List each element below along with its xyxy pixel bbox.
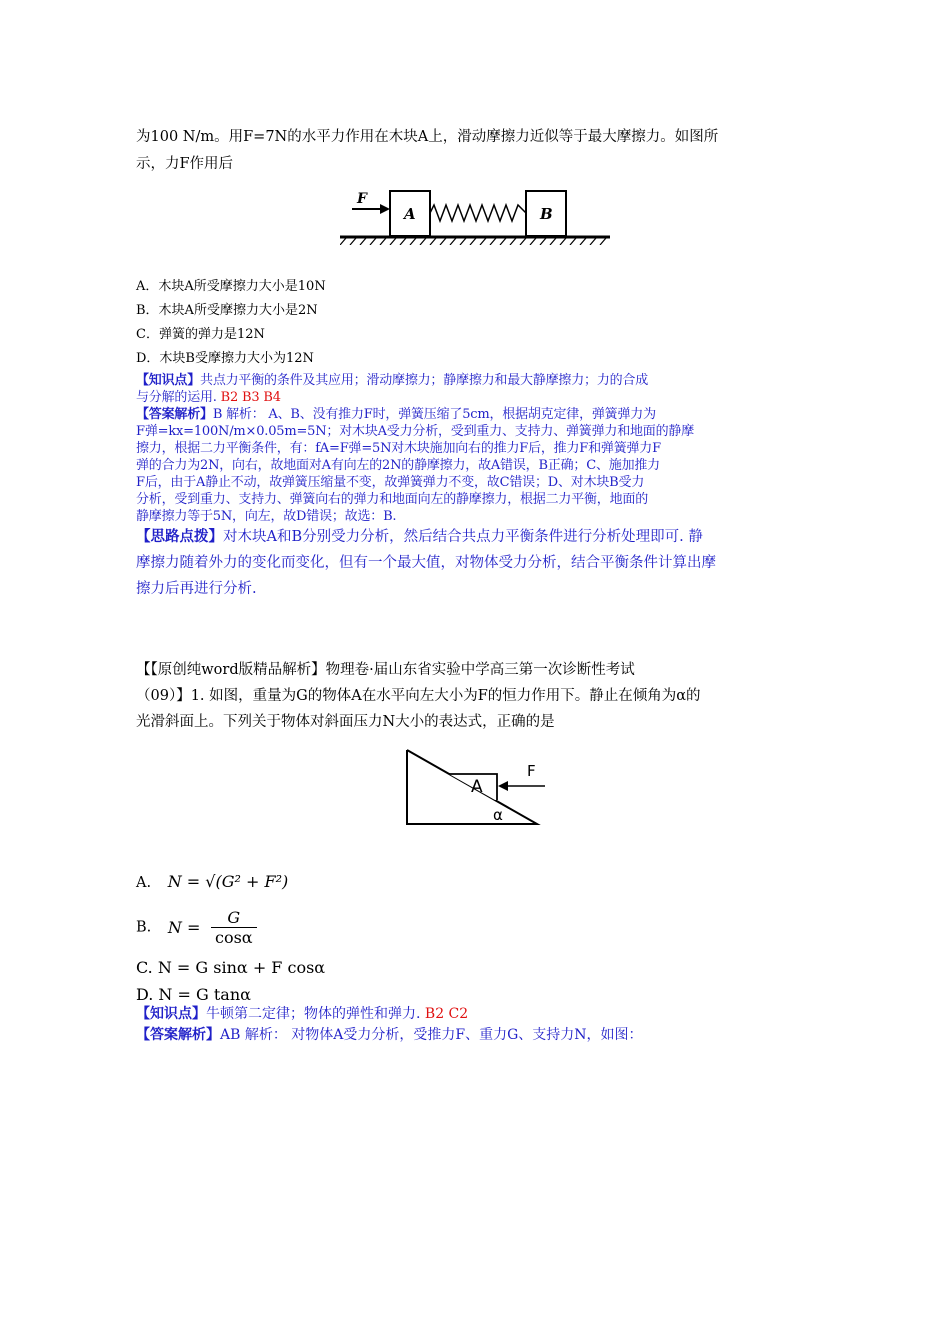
q1-knowledge-line-1	[136, 373, 648, 390]
blocks-spring-figure	[340, 185, 610, 245]
q1-answer-line-7: 静摩擦力等于5N，向左，故D错误；故选：B.	[136, 509, 397, 524]
q1-option-b: B．木块A所受摩擦力大小是2N	[136, 303, 318, 318]
q2-option-b-denominator: cosα	[214, 928, 253, 947]
q1-knowledge-codes: B2 B3 B4	[220, 390, 281, 405]
q2-knowledge-text: 牛顿第二定律；物体的弹性和弹力.	[206, 1006, 421, 1022]
q2-knowledge-tag: 【知识点】	[136, 1006, 206, 1022]
q1-intro-line-1: 为100 N/m。用F=7N的水平力作用在木块A上，滑动摩擦力近似等于最大摩擦力。如图所	[136, 129, 719, 145]
incline-angle-label: α	[493, 806, 503, 824]
q2-option-d: D. N = G tanα	[136, 985, 251, 1004]
incline-force-label: F	[527, 762, 536, 780]
q2-header-line-3: 光滑斜面上。下列关于物体对斜面压力N大小的表达式，正确的是	[136, 714, 555, 730]
q1-knowledge-text-2: 与分解的运用.	[136, 390, 217, 405]
q2-option-a-formula: N = √(G² + F²)	[167, 872, 289, 891]
q2-option-a-label: A.	[136, 875, 152, 891]
q2-knowledge-line	[136, 1004, 468, 1024]
q1-answer-text-1: B 解析： A、B、没有推力F时，弹簧压缩了5cm，根据胡克定律，弹簧弹力为	[212, 407, 656, 422]
force-label: F	[357, 191, 367, 207]
q1-knowledge-text-1: 共点力平衡的条件及其应用；滑动摩擦力；静摩擦力和最大静摩擦力；力的合成	[200, 373, 649, 388]
q2-answer-tag: 【答案解析】	[136, 1027, 220, 1043]
q1-tips-line-2: 摩擦力随着外力的变化而变化，但有一个最大值，对物体受力分析，结合平衡条件计算出摩	[136, 555, 716, 571]
q2-answer-text: AB 解析： 对物体A受力分析，受推力F、重力G、支持力N，如图：	[220, 1027, 643, 1043]
q2-header-line-1: 【【原创纯word版精品解析】物理卷·届山东省实验中学高三第一次诊断性考试	[136, 662, 635, 678]
q1-option-c: C．弹簧的弹力是12N	[136, 327, 265, 342]
incline-block-label: A	[471, 777, 483, 797]
q1-answer-line-3: 擦力，根据二力平衡条件，有：fA=F弹=5N对木块施加向右的推力F后，推力F和弹簧弹力F	[136, 441, 661, 456]
q1-knowledge-tag: 【知识点】	[136, 373, 201, 388]
q2-option-b-lhs: N =	[167, 918, 201, 937]
q2-option-b-numerator: G	[211, 908, 257, 928]
block-a-label: A	[404, 205, 416, 223]
q1-answer-line-5: F后，由于A静止不动，故弹簧压缩量不变，故弹簧弹力不变，故C错误；D、对木块B受力	[136, 475, 645, 490]
q1-answer-line-6: 分析，受到重力、支持力、弹簧向右的弹力和地面向左的静摩擦力，根据二力平衡，地面的	[136, 492, 649, 507]
q2-option-c: C. N = G sinα + F cosα	[136, 958, 326, 977]
q1-answer-tag: 【答案解析】	[136, 407, 213, 422]
incline-figure	[405, 748, 555, 828]
force-arrow-head	[380, 204, 390, 214]
q1-answer-line-1	[136, 407, 656, 424]
q1-knowledge-line-2	[136, 390, 281, 407]
q2-knowledge-codes: B2 C2	[424, 1006, 469, 1022]
q1-answer-line-4: 弹的合力为2N，向右，故地面对A有向左的2N的静摩擦力，故A错误，B正确；C、施加推力	[136, 458, 660, 473]
q1-tips-tag: 【思路点拨】	[136, 528, 223, 545]
q1-tips-text-1: 对木块A和B分别受力分析，然后结合共点力平衡条件进行分析处理即可. 静	[223, 529, 703, 545]
q1-intro-line-2: 示，力F作用后	[136, 156, 234, 172]
q2-option-b	[136, 908, 257, 947]
q2-header-line-2: （09）】1. 如图，重量为G的物体A在水平向左大小为F的恒力作用下。静止在倾角为α的	[136, 688, 701, 704]
q2-answer-line	[136, 1025, 643, 1045]
q1-option-d: D．木块B受摩擦力大小为12N	[136, 351, 314, 366]
q2-option-b-label: B.	[136, 919, 152, 936]
q1-option-a: A．木块A所受摩擦力大小是10N	[136, 279, 326, 294]
q2-option-a	[136, 872, 288, 891]
spring	[430, 205, 526, 221]
q1-tips-line-3: 擦力后再进行分析.	[136, 581, 257, 597]
q1-answer-line-2: F弹=kx=100N/m×0.05m=5N；对木块A受力分析，受到重力、支持力、弹簧弹力和地面的静摩	[136, 424, 695, 439]
force-arrow-head-2	[498, 781, 508, 791]
q1-tips-line-1	[136, 527, 703, 547]
q2-option-b-fraction	[211, 908, 257, 947]
block-b-label: B	[540, 205, 553, 223]
